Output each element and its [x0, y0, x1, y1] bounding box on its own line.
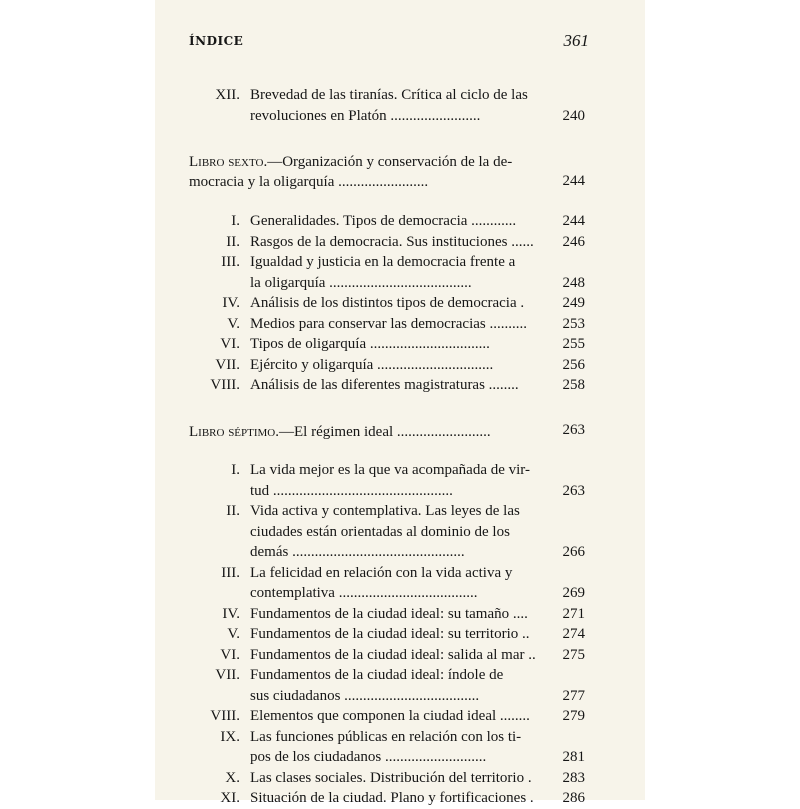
book-page-number: 244 — [562, 172, 585, 189]
book-heading-rest: .—El régimen ideal ......................... — [275, 423, 491, 440]
chapter-page: 248 — [562, 274, 585, 291]
chapter-number: VII. — [215, 667, 240, 683]
toc-entry — [155, 211, 645, 232]
toc-entry — [155, 788, 645, 809]
chapter-number: V. — [227, 315, 240, 332]
chapter-title-line: Tipos de oligarquía ................................ — [250, 336, 490, 352]
book-heading-title: Libro sexto — [189, 154, 264, 170]
running-head: ÍNDICE — [189, 34, 244, 48]
chapter-page: 281 — [562, 749, 585, 765]
chapter-number: VI. — [220, 336, 240, 352]
page-number: 361 — [563, 31, 589, 50]
toc-entry — [155, 232, 645, 253]
chapter-page: 277 — [562, 687, 585, 704]
toc-entry — [155, 645, 645, 666]
chapter-page: 258 — [562, 377, 585, 393]
chapter-page: 246 — [562, 233, 585, 250]
chapter-number: IV. — [222, 295, 240, 311]
chapter-number: IX. — [220, 728, 240, 745]
chapter-title-line: Ejército y oligarquía ............................... — [250, 356, 494, 373]
chapter-title-line: Las funciones públicas en relación con los ti- — [250, 728, 522, 745]
chapter-title-line: Fundamentos de la ciudad ideal: su tamaño .... — [250, 605, 528, 622]
chapter-number: I. — [231, 213, 240, 229]
chapter-page: 271 — [562, 605, 585, 622]
chapter-title-line: Igualdad y justicia en la democracia frente a — [250, 254, 516, 270]
chapter-title-line: Situación de la ciudad. Plano y fortificaciones . — [250, 790, 534, 806]
toc-entry — [155, 501, 645, 563]
chapter-number: VIII. — [210, 708, 240, 724]
toc-entry — [155, 624, 645, 645]
toc-entry — [155, 85, 645, 126]
chapter-number: III. — [221, 254, 240, 270]
chapter-title-line: La felicidad en relación con la vida activa y — [250, 564, 513, 581]
chapter-title-line: La vida mejor es la que va acompañada de vir- — [250, 462, 530, 478]
chapter-title-line: pos de los ciudadanos ........................... — [250, 749, 487, 765]
chapter-title-line: revoluciones en Platón ........................ — [250, 107, 481, 124]
toc-entry — [155, 334, 645, 355]
chapter-page: 249 — [562, 295, 585, 311]
chapter-title-line: Las clases sociales. Distribución del territorio . — [250, 769, 532, 786]
toc-entry — [155, 293, 645, 314]
chapter-page: 256 — [562, 356, 585, 373]
book-heading-title: Libro séptimo — [189, 423, 276, 440]
chapter-title-line: Análisis de los distintos tipos de democracia . — [250, 295, 525, 311]
chapter-number: III. — [221, 564, 240, 581]
toc-entry — [155, 314, 645, 335]
chapter-number: VII. — [215, 356, 240, 373]
toc-entry — [155, 665, 645, 706]
chapter-title-line: tud ................................................ — [250, 482, 453, 499]
chapter-title-line: sus ciudadanos .................................... — [250, 687, 480, 704]
toc-entry — [155, 727, 645, 768]
book-page — [155, 0, 645, 806]
toc-entry — [155, 563, 645, 604]
chapter-page: 274 — [562, 626, 585, 642]
chapter-title-line: Brevedad de las tiranías. Crítica al ciclo de las — [250, 87, 528, 103]
book-heading-rest: .—Organización y conservación de la de- — [263, 154, 513, 170]
chapter-title-line: Medios para conservar las democracias .......... — [250, 315, 527, 332]
chapter-page: 253 — [562, 315, 585, 332]
chapter-page: 269 — [562, 585, 585, 601]
chapter-page: 255 — [562, 336, 585, 352]
chapter-number: VIII. — [210, 377, 240, 393]
toc-entry — [155, 460, 645, 501]
chapter-number: V. — [227, 626, 240, 642]
chapter-title-line: ciudades están orientadas al dominio de los — [250, 523, 510, 540]
chapter-page: 263 — [562, 482, 585, 499]
chapter-title-line: contemplativa ..................................... — [250, 585, 478, 601]
chapter-title-line: Fundamentos de la ciudad ideal: su territorio .. — [250, 626, 530, 642]
chapter-page: 286 — [562, 790, 585, 806]
chapter-number: II. — [226, 503, 240, 519]
chapter-title-line: Rasgos de la democracia. Sus instituciones ...... — [250, 233, 534, 250]
toc-entry — [155, 604, 645, 625]
chapter-title-line: Fundamentos de la ciudad ideal: índole de — [250, 667, 504, 683]
chapter-title-line: Vida activa y contemplativa. Las leyes de las — [250, 503, 520, 519]
toc-entry — [155, 375, 645, 396]
chapter-title-line: Fundamentos de la ciudad ideal: salida al mar .. — [250, 646, 536, 663]
toc-entry — [155, 355, 645, 376]
book-heading — [189, 152, 544, 192]
chapter-title-line: la oligarquía ...................................... — [250, 274, 472, 291]
chapter-page: 240 — [562, 107, 585, 124]
chapter-title-line: Generalidades. Tipos de democracia ............ — [250, 213, 517, 229]
chapter-number: II. — [226, 233, 240, 250]
book-page-number: 263 — [562, 421, 585, 438]
book-heading — [189, 422, 544, 442]
chapter-number: X. — [225, 769, 240, 786]
toc-entry — [155, 706, 645, 727]
chapter-number: VI. — [220, 646, 240, 663]
chapter-number: IV. — [222, 605, 240, 622]
chapter-number: XII. — [215, 87, 240, 103]
chapter-title-line: Elementos que componen la ciudad ideal ........ — [250, 708, 530, 724]
chapter-title-line: demás .............................................. — [250, 544, 465, 560]
chapter-page: 266 — [562, 544, 585, 560]
chapter-page: 283 — [562, 769, 585, 786]
toc-entry — [155, 768, 645, 789]
book-heading-line2: mocracia y la oligarquía ........................ — [189, 174, 429, 190]
chapter-page: 244 — [562, 213, 585, 229]
chapter-title-line: Análisis de las diferentes magistraturas ........ — [250, 377, 519, 393]
chapter-number: I. — [231, 462, 240, 478]
toc-entry — [155, 252, 645, 293]
chapter-number: XI. — [220, 790, 240, 806]
chapter-page: 279 — [562, 708, 585, 724]
chapter-page: 275 — [562, 646, 585, 663]
